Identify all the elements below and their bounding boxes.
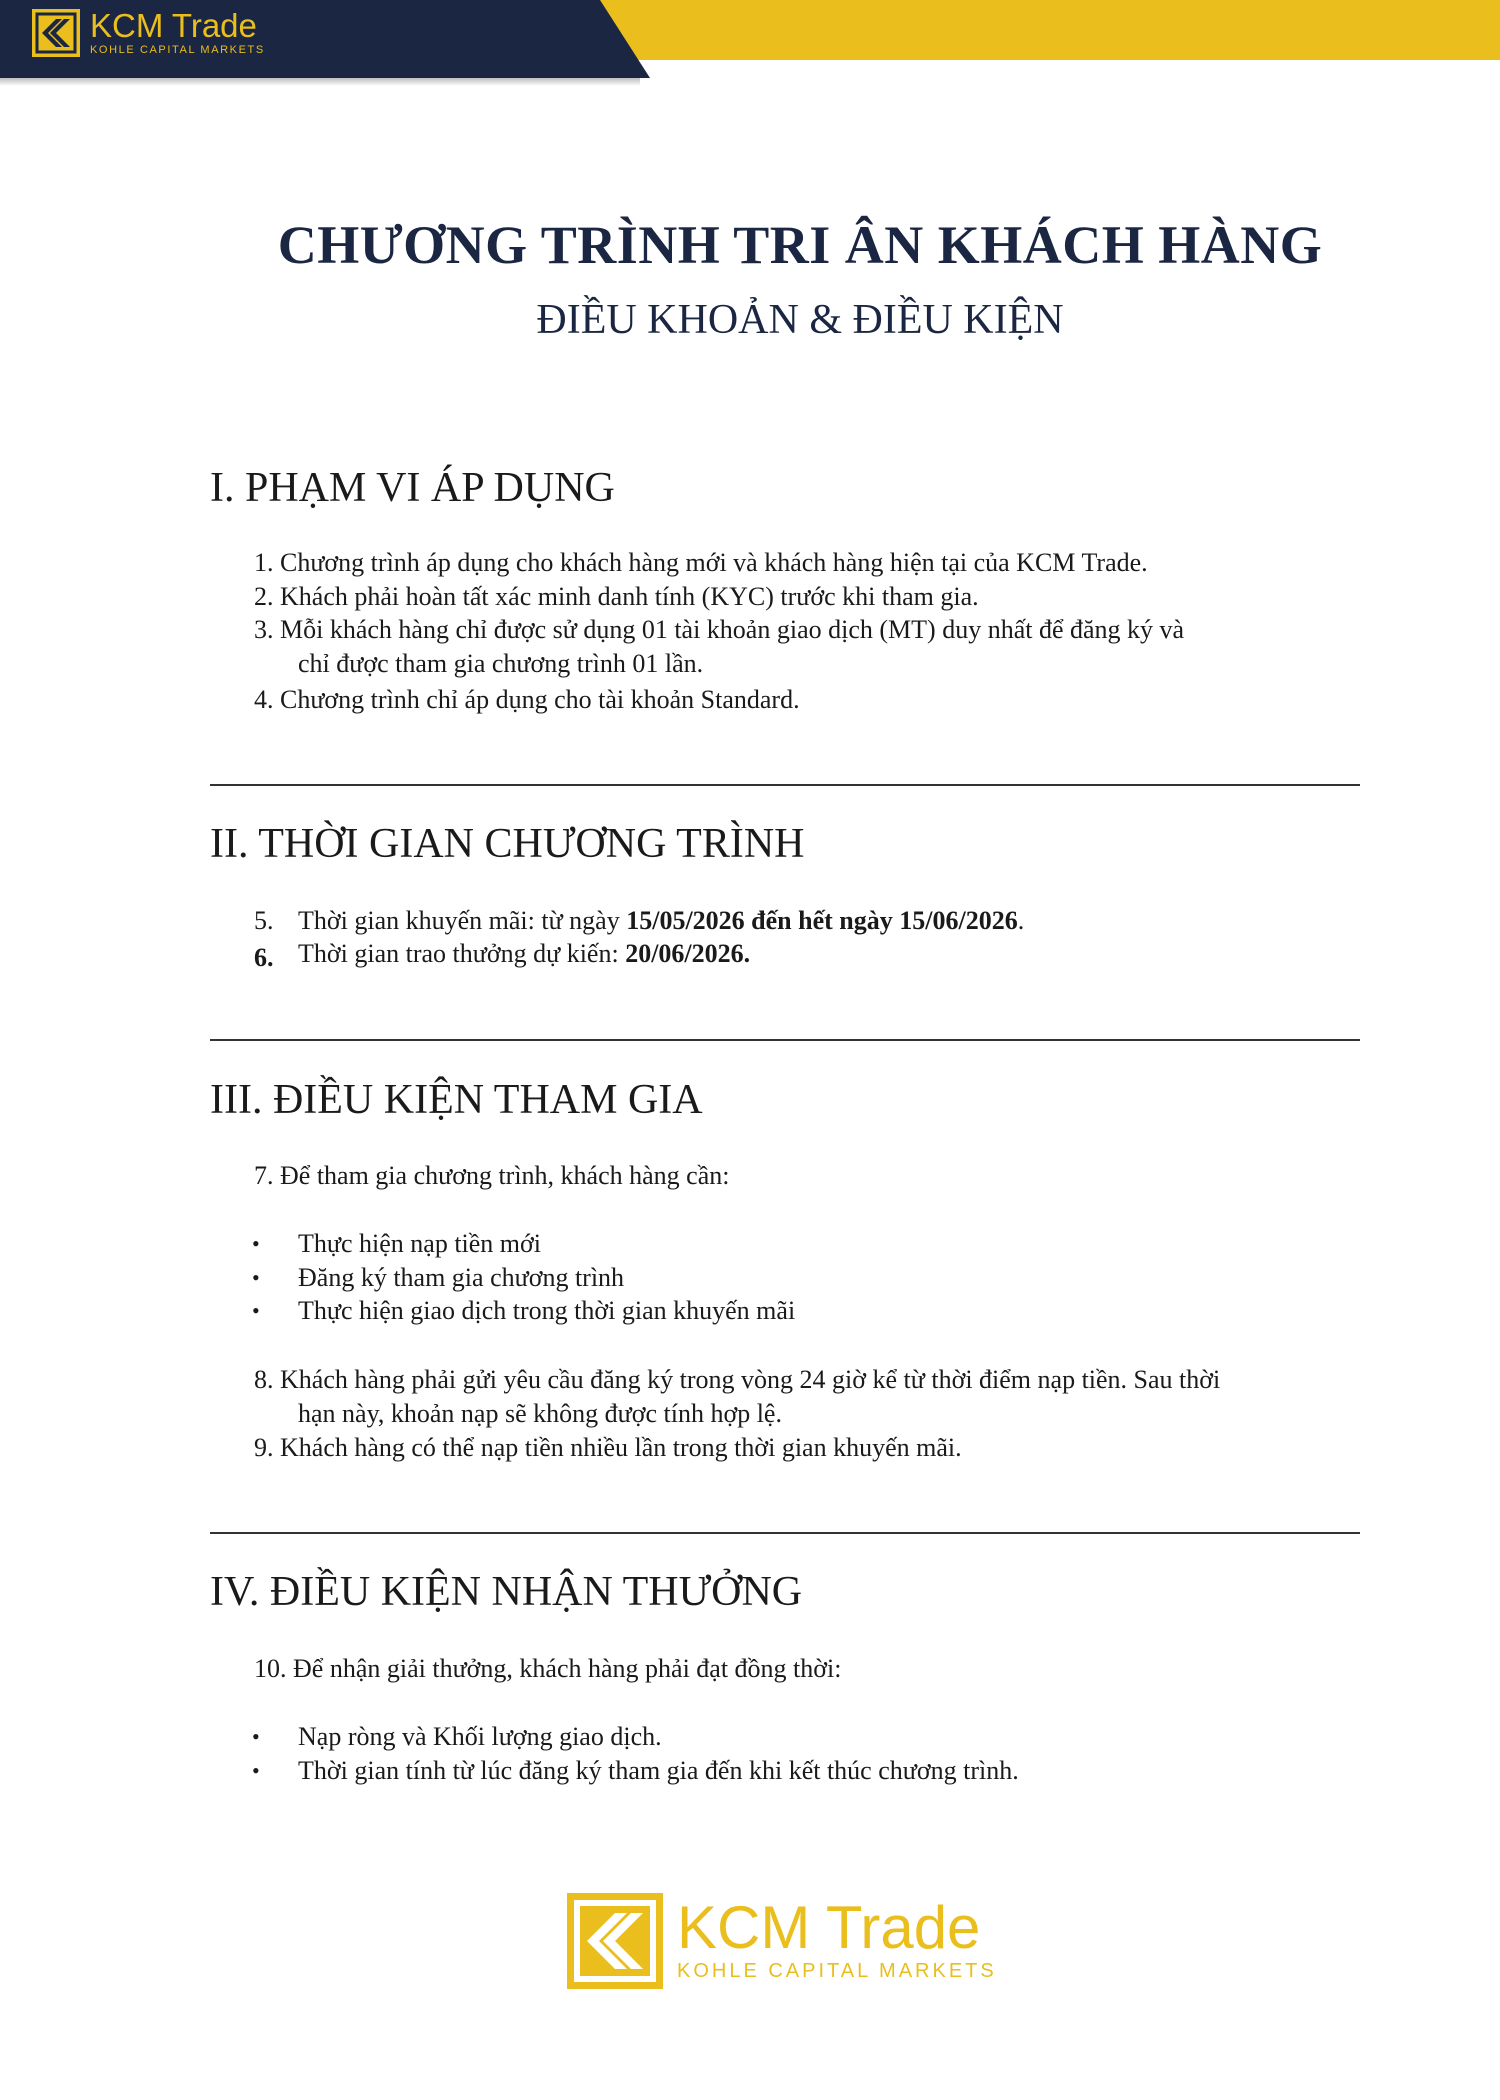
bullet-dot: • bbox=[252, 1265, 260, 1290]
bullet-item: Nạp ròng và Khối lượng giao dịch. bbox=[298, 1722, 662, 1751]
list-item bbox=[254, 1654, 841, 1684]
section-heading-reward: IV. ĐIỀU KIỆN NHẬN THƯỞNG bbox=[210, 1569, 803, 1615]
bullet-dot: • bbox=[252, 1758, 260, 1783]
item-number: 4. bbox=[254, 685, 274, 714]
item-text-continuation: hạn này, khoản nạp sẽ không được tính hợp lệ. bbox=[298, 1399, 782, 1428]
item-text: Thời gian trao thưởng dự kiến: bbox=[298, 939, 626, 968]
bullet-dot: • bbox=[252, 1231, 260, 1256]
header-banner bbox=[0, 0, 1500, 78]
item-text: Khách hàng có thể nạp tiền nhiều lần trong thời gian khuyến mãi. bbox=[280, 1433, 962, 1462]
list-item bbox=[298, 906, 1024, 936]
brand-tagline: KOHLE CAPITAL MARKETS bbox=[677, 1960, 997, 1982]
item-number: 8. bbox=[254, 1365, 274, 1394]
bullet-item: Thực hiện nạp tiền mới bbox=[298, 1229, 542, 1258]
header-shadow bbox=[0, 78, 640, 86]
list-item bbox=[254, 615, 1184, 645]
item-number: 3. bbox=[254, 615, 274, 644]
list-item bbox=[298, 939, 750, 969]
brand-name: KCM Trade bbox=[90, 7, 257, 44]
kcm-logo-icon bbox=[32, 9, 80, 57]
list-item bbox=[254, 1433, 962, 1463]
section-divider bbox=[210, 1039, 1360, 1041]
promo-date-range: 15/05/2026 đến hết ngày 15/06/2026 bbox=[626, 906, 1018, 935]
item-text: Mỗi khách hàng chỉ được sử dụng 01 tài khoản giao dịch (MT) duy nhất để đăng ký và bbox=[280, 615, 1185, 644]
document-subtitle: ĐIỀU KHOẢN & ĐIỀU KIỆN bbox=[536, 297, 1064, 343]
list-item bbox=[254, 1365, 1220, 1395]
item-number: 10. bbox=[254, 1654, 287, 1683]
item-number: 7. bbox=[254, 1161, 274, 1190]
bullet-item: Thời gian tính từ lúc đăng ký tham gia đến khi kết thúc chương trình. bbox=[298, 1756, 1019, 1785]
bullet-dot: • bbox=[252, 1298, 260, 1323]
list-item bbox=[254, 548, 1148, 578]
item-number: 1. bbox=[254, 548, 274, 577]
item-number: 6. bbox=[254, 943, 274, 972]
item-text: Chương trình chỉ áp dụng cho tài khoản Standard. bbox=[280, 685, 800, 714]
footer-logo[interactable] bbox=[567, 1893, 997, 1989]
item-text-end: . bbox=[1017, 906, 1025, 935]
list-item bbox=[254, 582, 979, 612]
bullet-item: Đăng ký tham gia chương trình bbox=[298, 1263, 625, 1292]
item-number: 9. bbox=[254, 1433, 274, 1462]
section-divider bbox=[210, 784, 1360, 786]
header-logo[interactable] bbox=[32, 9, 265, 57]
brand-name: KCM Trade bbox=[677, 1894, 981, 1961]
item-number: 5. bbox=[254, 906, 274, 935]
item-text: Chương trình áp dụng cho khách hàng mới và khách hàng hiện tại của KCM Trade. bbox=[280, 548, 1148, 577]
item-number: 2. bbox=[254, 582, 274, 611]
section-heading-scope: I. PHẠM VI ÁP DỤNG bbox=[210, 465, 615, 511]
list-item bbox=[254, 685, 800, 715]
list-item bbox=[254, 1161, 729, 1191]
kcm-logo-icon bbox=[567, 1893, 663, 1989]
item-text-continuation: chỉ được tham gia chương trình 01 lần. bbox=[298, 649, 704, 678]
document-title: CHƯƠNG TRÌNH TRI ÂN KHÁCH HÀNG bbox=[277, 215, 1323, 275]
item-text: Để tham gia chương trình, khách hàng cần: bbox=[280, 1161, 730, 1190]
item-text: Khách phải hoàn tất xác minh danh tính (KYC) trước khi tham gia. bbox=[280, 582, 979, 611]
section-divider bbox=[210, 1532, 1360, 1534]
item-text: Để nhận giải thưởng, khách hàng phải đạt đồng thời: bbox=[293, 1654, 842, 1683]
brand-tagline: KOHLE CAPITAL MARKETS bbox=[90, 44, 265, 56]
item-text: Khách hàng phải gửi yêu cầu đăng ký trong vòng 24 giờ kể từ thời điểm nạp tiền. Sau thời bbox=[280, 1365, 1221, 1394]
award-date: 20/06/2026. bbox=[625, 939, 751, 968]
section-heading-timeline: II. THỜI GIAN CHƯƠNG TRÌNH bbox=[210, 821, 805, 867]
item-text: Thời gian khuyến mãi: từ ngày bbox=[298, 906, 627, 935]
bullet-dot: • bbox=[252, 1724, 260, 1749]
section-heading-eligibility: III. ĐIỀU KIỆN THAM GIA bbox=[210, 1077, 703, 1123]
bullet-item: Thực hiện giao dịch trong thời gian khuyến mãi bbox=[298, 1296, 796, 1325]
